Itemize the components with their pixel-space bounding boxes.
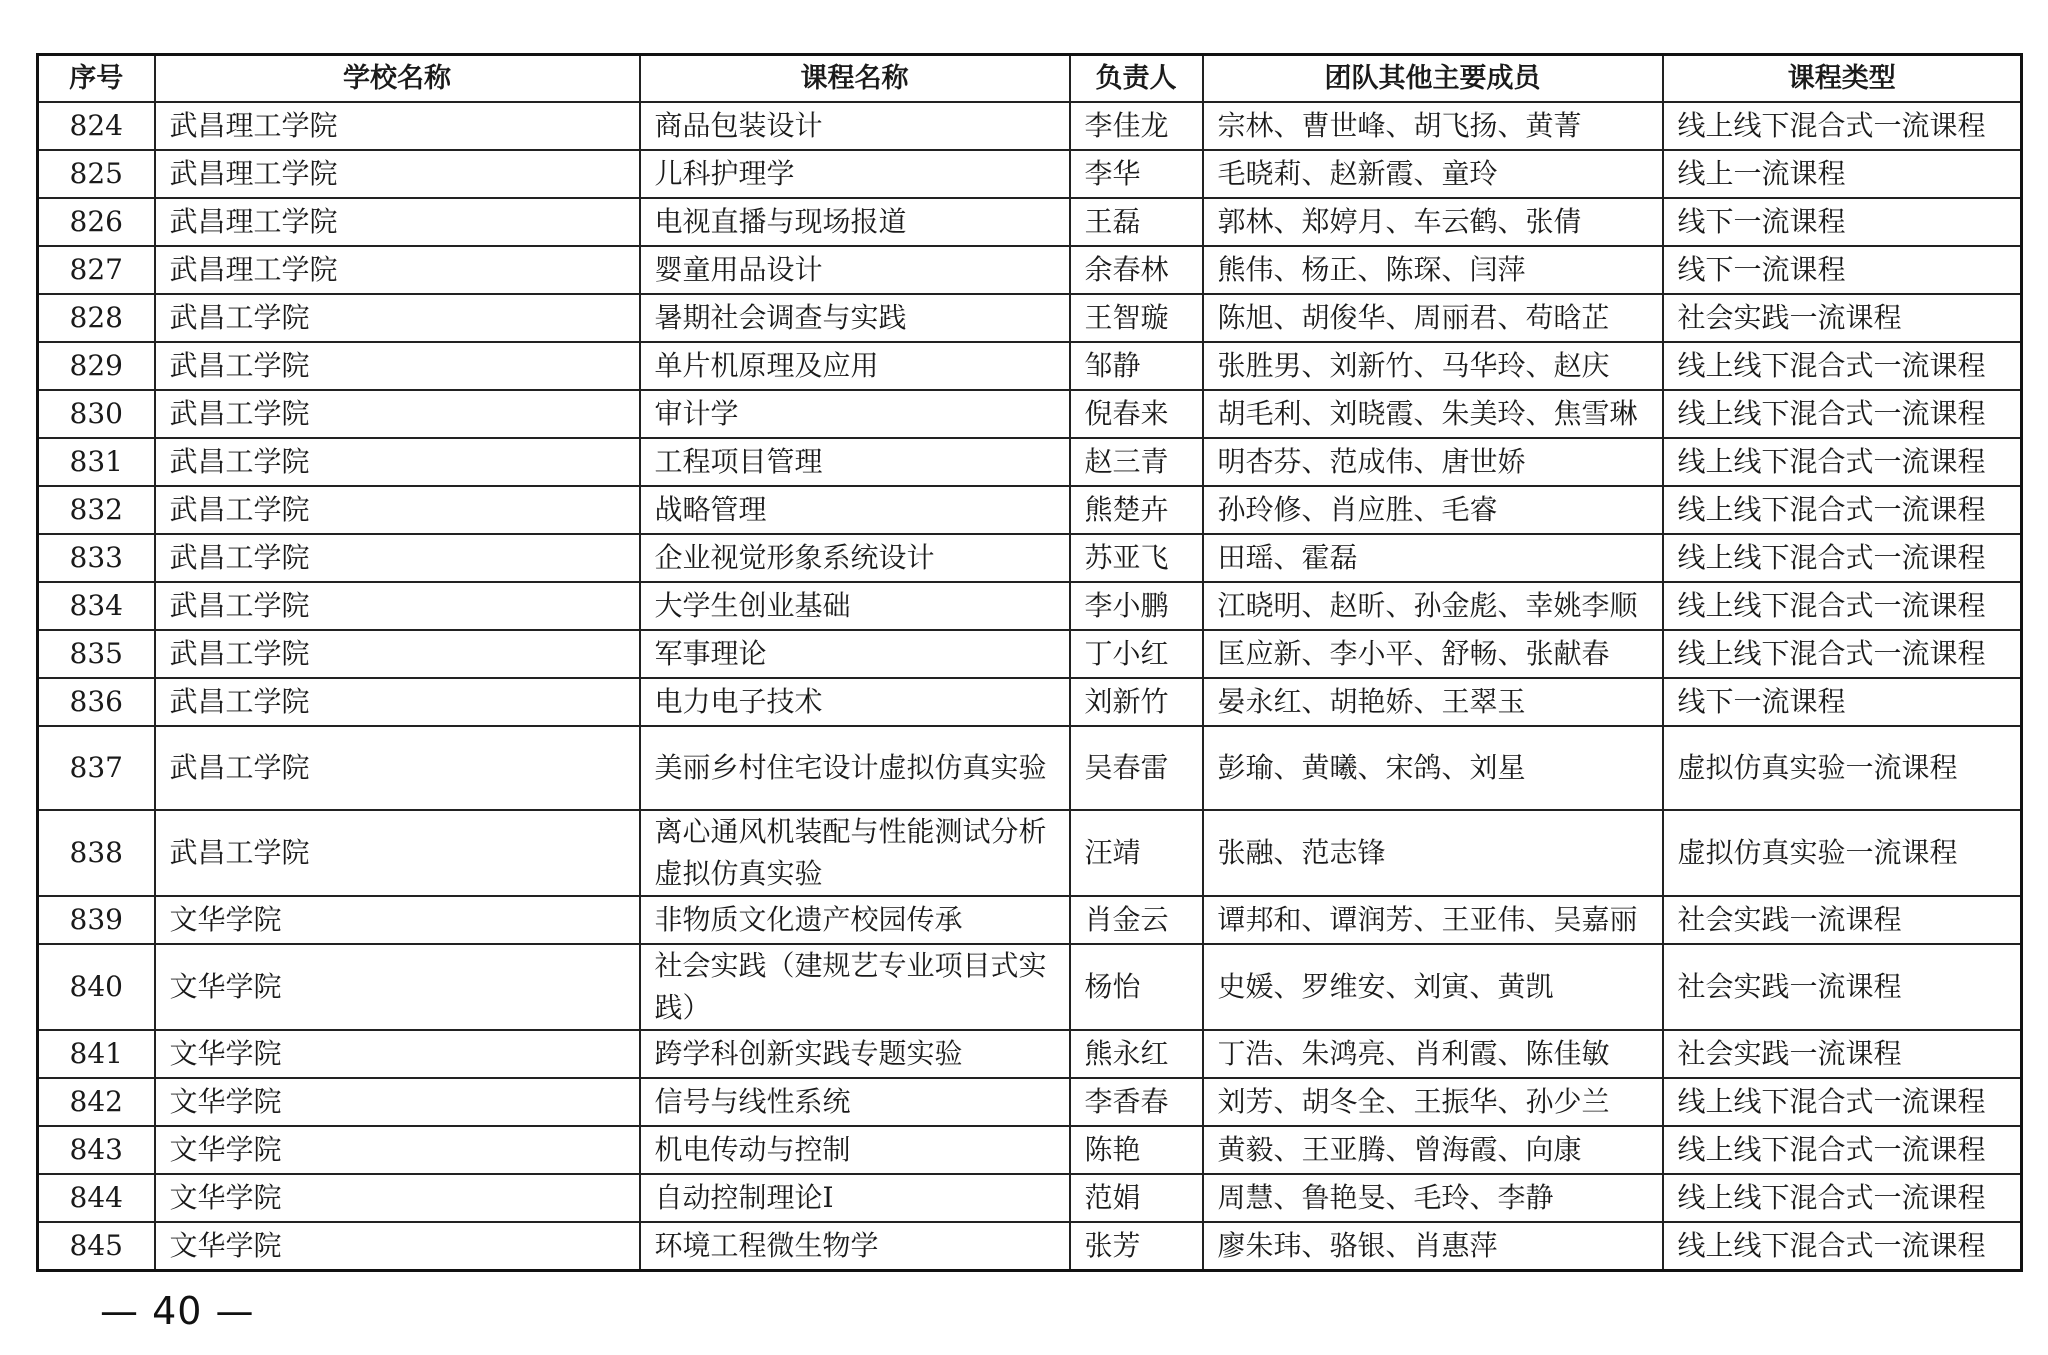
cell-course: 审计学	[640, 390, 1070, 438]
cell-team: 熊伟、杨正、陈琛、闫萍	[1203, 246, 1663, 294]
cell-course: 工程项目管理	[640, 438, 1070, 486]
table-row	[38, 944, 2022, 1030]
table-row	[38, 438, 2022, 486]
cell-course: 企业视觉形象系统设计	[640, 534, 1070, 582]
cell-school: 武昌工学院	[155, 534, 640, 582]
table-row	[38, 534, 2022, 582]
table-row	[38, 810, 2022, 896]
cell-num: 843	[38, 1126, 155, 1174]
cell-type: 线上线下混合式一流课程	[1663, 1078, 2022, 1126]
cell-school: 武昌工学院	[155, 486, 640, 534]
cell-course: 军事理论	[640, 630, 1070, 678]
cell-num: 840	[38, 944, 155, 1030]
cell-num: 834	[38, 582, 155, 630]
cell-team: 周慧、鲁艳旻、毛玲、李静	[1203, 1174, 1663, 1222]
table-row	[38, 198, 2022, 246]
cell-lead: 李香春	[1070, 1078, 1203, 1126]
cell-course: 离心通风机装配与性能测试分析虚拟仿真实验	[640, 810, 1070, 896]
table-row	[38, 246, 2022, 294]
cell-type: 线上线下混合式一流课程	[1663, 630, 2022, 678]
cell-team: 毛晓莉、赵新霞、童玲	[1203, 150, 1663, 198]
cell-lead: 王智璇	[1070, 294, 1203, 342]
table-row	[38, 582, 2022, 630]
cell-lead: 张芳	[1070, 1222, 1203, 1271]
cell-type: 线下一流课程	[1663, 678, 2022, 726]
cell-type: 社会实践一流课程	[1663, 1030, 2022, 1078]
cell-lead: 王磊	[1070, 198, 1203, 246]
cell-course: 大学生创业基础	[640, 582, 1070, 630]
cell-num: 839	[38, 896, 155, 944]
course-table	[36, 53, 2023, 1272]
cell-lead: 熊楚卉	[1070, 486, 1203, 534]
cell-school: 文华学院	[155, 896, 640, 944]
cell-team: 刘芳、胡冬全、王振华、孙少兰	[1203, 1078, 1663, 1126]
cell-school: 武昌理工学院	[155, 246, 640, 294]
cell-type: 社会实践一流课程	[1663, 896, 2022, 944]
cell-course: 战略管理	[640, 486, 1070, 534]
cell-course: 社会实践（建规艺专业项目式实践）	[640, 944, 1070, 1030]
cell-team: 宗林、曹世峰、胡飞扬、黄菁	[1203, 102, 1663, 150]
cell-num: 833	[38, 534, 155, 582]
cell-num: 827	[38, 246, 155, 294]
cell-num: 842	[38, 1078, 155, 1126]
cell-lead: 余春林	[1070, 246, 1203, 294]
header-num: 序号	[38, 55, 155, 103]
cell-course: 自动控制理论Ⅰ	[640, 1174, 1070, 1222]
cell-course: 美丽乡村住宅设计虚拟仿真实验	[640, 726, 1070, 810]
cell-team: 张融、范志锋	[1203, 810, 1663, 896]
header-school: 学校名称	[155, 55, 640, 103]
cell-type: 社会实践一流课程	[1663, 294, 2022, 342]
cell-num: 844	[38, 1174, 155, 1222]
cell-team: 丁浩、朱鸿亮、肖利霞、陈佳敏	[1203, 1030, 1663, 1078]
cell-num: 838	[38, 810, 155, 896]
cell-school: 武昌工学院	[155, 678, 640, 726]
header-type: 课程类型	[1663, 55, 2022, 103]
cell-num: 828	[38, 294, 155, 342]
cell-team: 田瑶、霍磊	[1203, 534, 1663, 582]
cell-team: 明杏芬、范成伟、唐世娇	[1203, 438, 1663, 486]
cell-team: 彭瑜、黄曦、宋鸽、刘星	[1203, 726, 1663, 810]
cell-course: 商品包装设计	[640, 102, 1070, 150]
cell-course: 暑期社会调查与实践	[640, 294, 1070, 342]
cell-lead: 陈艳	[1070, 1126, 1203, 1174]
cell-team: 孙玲修、肖应胜、毛睿	[1203, 486, 1663, 534]
cell-course: 电力电子技术	[640, 678, 1070, 726]
cell-num: 829	[38, 342, 155, 390]
cell-type: 线上线下混合式一流课程	[1663, 582, 2022, 630]
cell-school: 文华学院	[155, 1222, 640, 1271]
cell-type: 线上线下混合式一流课程	[1663, 534, 2022, 582]
cell-team: 谭邦和、谭润芳、王亚伟、吴嘉丽	[1203, 896, 1663, 944]
cell-school: 武昌理工学院	[155, 198, 640, 246]
cell-school: 武昌工学院	[155, 294, 640, 342]
cell-type: 社会实践一流课程	[1663, 944, 2022, 1030]
cell-team: 史媛、罗维安、刘寅、黄凯	[1203, 944, 1663, 1030]
cell-team: 陈旭、胡俊华、周丽君、苟晗芷	[1203, 294, 1663, 342]
cell-num: 835	[38, 630, 155, 678]
cell-type: 虚拟仿真实验一流课程	[1663, 810, 2022, 896]
cell-type: 线上线下混合式一流课程	[1663, 102, 2022, 150]
cell-lead: 李小鹏	[1070, 582, 1203, 630]
cell-course: 婴童用品设计	[640, 246, 1070, 294]
cell-school: 武昌理工学院	[155, 150, 640, 198]
cell-course: 电视直播与现场报道	[640, 198, 1070, 246]
page-number: — 40 —	[100, 1289, 255, 1333]
cell-team: 黄毅、王亚腾、曾海霞、向康	[1203, 1126, 1663, 1174]
cell-course: 单片机原理及应用	[640, 342, 1070, 390]
cell-num: 825	[38, 150, 155, 198]
table-row	[38, 896, 2022, 944]
cell-type: 虚拟仿真实验一流课程	[1663, 726, 2022, 810]
cell-school: 武昌工学院	[155, 630, 640, 678]
table-row	[38, 1078, 2022, 1126]
cell-course: 信号与线性系统	[640, 1078, 1070, 1126]
table-row	[38, 678, 2022, 726]
cell-team: 郭林、郑婷月、车云鹤、张倩	[1203, 198, 1663, 246]
table-row	[38, 102, 2022, 150]
cell-lead: 李华	[1070, 150, 1203, 198]
table-header	[38, 55, 2022, 103]
cell-lead: 范娟	[1070, 1174, 1203, 1222]
cell-school: 武昌工学院	[155, 726, 640, 810]
cell-school: 武昌工学院	[155, 810, 640, 896]
table-row	[38, 726, 2022, 810]
cell-num: 832	[38, 486, 155, 534]
cell-team: 匡应新、李小平、舒畅、张献春	[1203, 630, 1663, 678]
table-row	[38, 1030, 2022, 1078]
cell-school: 武昌工学院	[155, 582, 640, 630]
cell-team: 廖朱玮、骆银、肖惠萍	[1203, 1222, 1663, 1271]
cell-type: 线上线下混合式一流课程	[1663, 1174, 2022, 1222]
cell-school: 武昌工学院	[155, 390, 640, 438]
cell-course: 非物质文化遗产校园传承	[640, 896, 1070, 944]
table-row	[38, 294, 2022, 342]
cell-num: 831	[38, 438, 155, 486]
cell-school: 文华学院	[155, 1078, 640, 1126]
cell-num: 824	[38, 102, 155, 150]
cell-lead: 苏亚飞	[1070, 534, 1203, 582]
table-row	[38, 1222, 2022, 1271]
cell-school: 文华学院	[155, 1174, 640, 1222]
table-row	[38, 150, 2022, 198]
cell-course: 儿科护理学	[640, 150, 1070, 198]
cell-num: 830	[38, 390, 155, 438]
cell-lead: 汪靖	[1070, 810, 1203, 896]
table-row	[38, 630, 2022, 678]
cell-lead: 丁小红	[1070, 630, 1203, 678]
cell-school: 文华学院	[155, 944, 640, 1030]
cell-num: 836	[38, 678, 155, 726]
cell-team: 江晓明、赵昕、孙金彪、幸姚李顺	[1203, 582, 1663, 630]
table-row	[38, 390, 2022, 438]
cell-school: 文华学院	[155, 1126, 640, 1174]
cell-lead: 刘新竹	[1070, 678, 1203, 726]
cell-school: 武昌理工学院	[155, 102, 640, 150]
cell-type: 线上线下混合式一流课程	[1663, 390, 2022, 438]
cell-team: 晏永红、胡艳娇、王翠玉	[1203, 678, 1663, 726]
cell-lead: 邹静	[1070, 342, 1203, 390]
cell-type: 线下一流课程	[1663, 198, 2022, 246]
cell-type: 线上线下混合式一流课程	[1663, 438, 2022, 486]
cell-team: 张胜男、刘新竹、马华玲、赵庆	[1203, 342, 1663, 390]
cell-lead: 杨怡	[1070, 944, 1203, 1030]
cell-school: 武昌工学院	[155, 342, 640, 390]
cell-lead: 李佳龙	[1070, 102, 1203, 150]
header-row	[38, 55, 2022, 103]
cell-num: 837	[38, 726, 155, 810]
header-team: 团队其他主要成员	[1203, 55, 1663, 103]
cell-num: 845	[38, 1222, 155, 1271]
cell-course: 机电传动与控制	[640, 1126, 1070, 1174]
cell-lead: 倪春来	[1070, 390, 1203, 438]
cell-type: 线上线下混合式一流课程	[1663, 1126, 2022, 1174]
header-lead: 负责人	[1070, 55, 1203, 103]
cell-course: 跨学科创新实践专题实验	[640, 1030, 1070, 1078]
cell-lead: 肖金云	[1070, 896, 1203, 944]
cell-num: 841	[38, 1030, 155, 1078]
table-row	[38, 342, 2022, 390]
cell-num: 826	[38, 198, 155, 246]
header-course: 课程名称	[640, 55, 1070, 103]
cell-school: 武昌工学院	[155, 438, 640, 486]
cell-type: 线下一流课程	[1663, 246, 2022, 294]
cell-type: 线上线下混合式一流课程	[1663, 1222, 2022, 1271]
table-row	[38, 1126, 2022, 1174]
cell-school: 文华学院	[155, 1030, 640, 1078]
table-row	[38, 486, 2022, 534]
cell-lead: 赵三青	[1070, 438, 1203, 486]
cell-course: 环境工程微生物学	[640, 1222, 1070, 1271]
cell-type: 线上线下混合式一流课程	[1663, 342, 2022, 390]
table-body	[38, 102, 2022, 1271]
cell-type: 线上线下混合式一流课程	[1663, 486, 2022, 534]
cell-lead: 熊永红	[1070, 1030, 1203, 1078]
cell-lead: 吴春雷	[1070, 726, 1203, 810]
table-row	[38, 1174, 2022, 1222]
cell-type: 线上一流课程	[1663, 150, 2022, 198]
cell-team: 胡毛利、刘晓霞、朱美玲、焦雪琳	[1203, 390, 1663, 438]
